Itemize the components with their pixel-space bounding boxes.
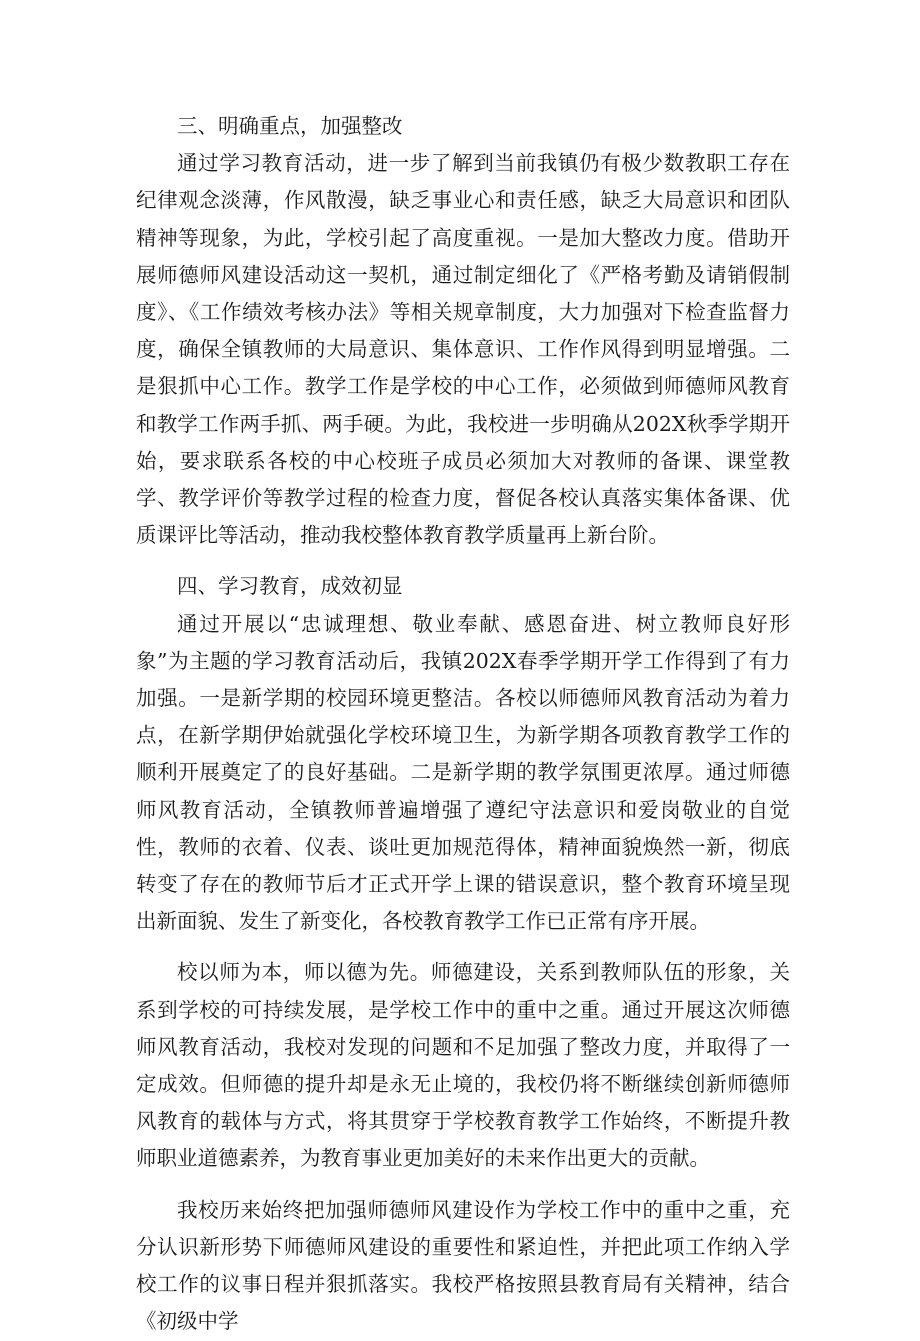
paragraph-results: 通过开展以“忠诚理想、敬业奉献、感恩奋进、树立教师良好形象”为主题的学习教育活动后，我镇202X春季学期开学工作得到了有力加强。一是新学期的校园环境更整洁。各校以师德师风教育活动为着力点，在新学期伊始就强化学校环境卫生，为新学期各项教育教学工作的顺利开展奠定了的良好基础。二是新学期的教学氛围更浓厚。通过师德师风教育活动，全镇教师普遍增强了遵纪守法意识和爱岗敬业的自觉性，教师的衣着、仪表、谈吐更加规范得体，精神面貌焕然一新，彻底转变了存在的教师节后才正式开学上课的错误意识，整个教育环境呈现出新面貌、发生了新变化，各校教育教学工作已正常有序开展。 — [136, 611, 790, 934]
document-body — [136, 108, 790, 1341]
paragraph-rectification: 通过学习教育活动，进一步了解到当前我镇仍有极少数教职工存在纪律观念淡薄，作风散漫，缺乏事业心和责任感，缺乏大局意识和团队精神等现象，为此，学校引起了高度重视。一是加大整改力度。借助开展师德师风建设活动这一契机，通过制定细化了《严格考勤及请销假制度》、《工作绩效考核办法》等相关规章制度，大力加强对下检查监督力度，确保全镇教师的大局意识、集体意识、工作作风得到明显增强。二是狠抓中心工作。教学工作是学校的中心工作，必须做到师德师风教育和教学工作两手抓、两手硬。为此，我校进一步明确从202X秋季学期开始，要求联系各校的中心校班子成员必须加大对教师的备课、课堂教学、教学评价等教学过程的检查力度，督促各校认真落实集体备课、优质课评比等活动，推动我校整体教育教学质量再上新台阶。 — [136, 151, 790, 548]
section-heading-3: 三、明确重点，加强整改 — [177, 114, 403, 138]
paragraph-commitment: 我校历来始终把加强师德师风建设作为学校工作中的重中之重，充分认识新形势下师德师风建设的重要性和紧迫性，并把此项工作纳入学校工作的议事日程并狠抓落实。我校严格按照县教育局有关精神，结合《初级中学 — [136, 1197, 790, 1334]
section-heading-4: 四、学习教育，成效初显 — [177, 574, 403, 599]
paragraph-gap — [136, 940, 790, 954]
paragraph-gap — [136, 1178, 790, 1192]
paragraph-gap — [136, 554, 790, 568]
paragraph-conclusion: 校以师为本，师以德为先。师德建设，关系到教师队伍的形象，关系到学校的可持续发展，是学校工作中的重中之重。通过开展这次师德师风教育活动，我校对发现的问题和不足加强了整改力度，并取得了一定成效。但师德的提升却是永无止境的，我校仍将不断继续创新师德师风教育的载体与方式，将其贯穿于学校教育教学工作始终，不断提升教师职业道德素养，为教育事业更加美好的未来作出更大的贡献。 — [136, 960, 790, 1171]
